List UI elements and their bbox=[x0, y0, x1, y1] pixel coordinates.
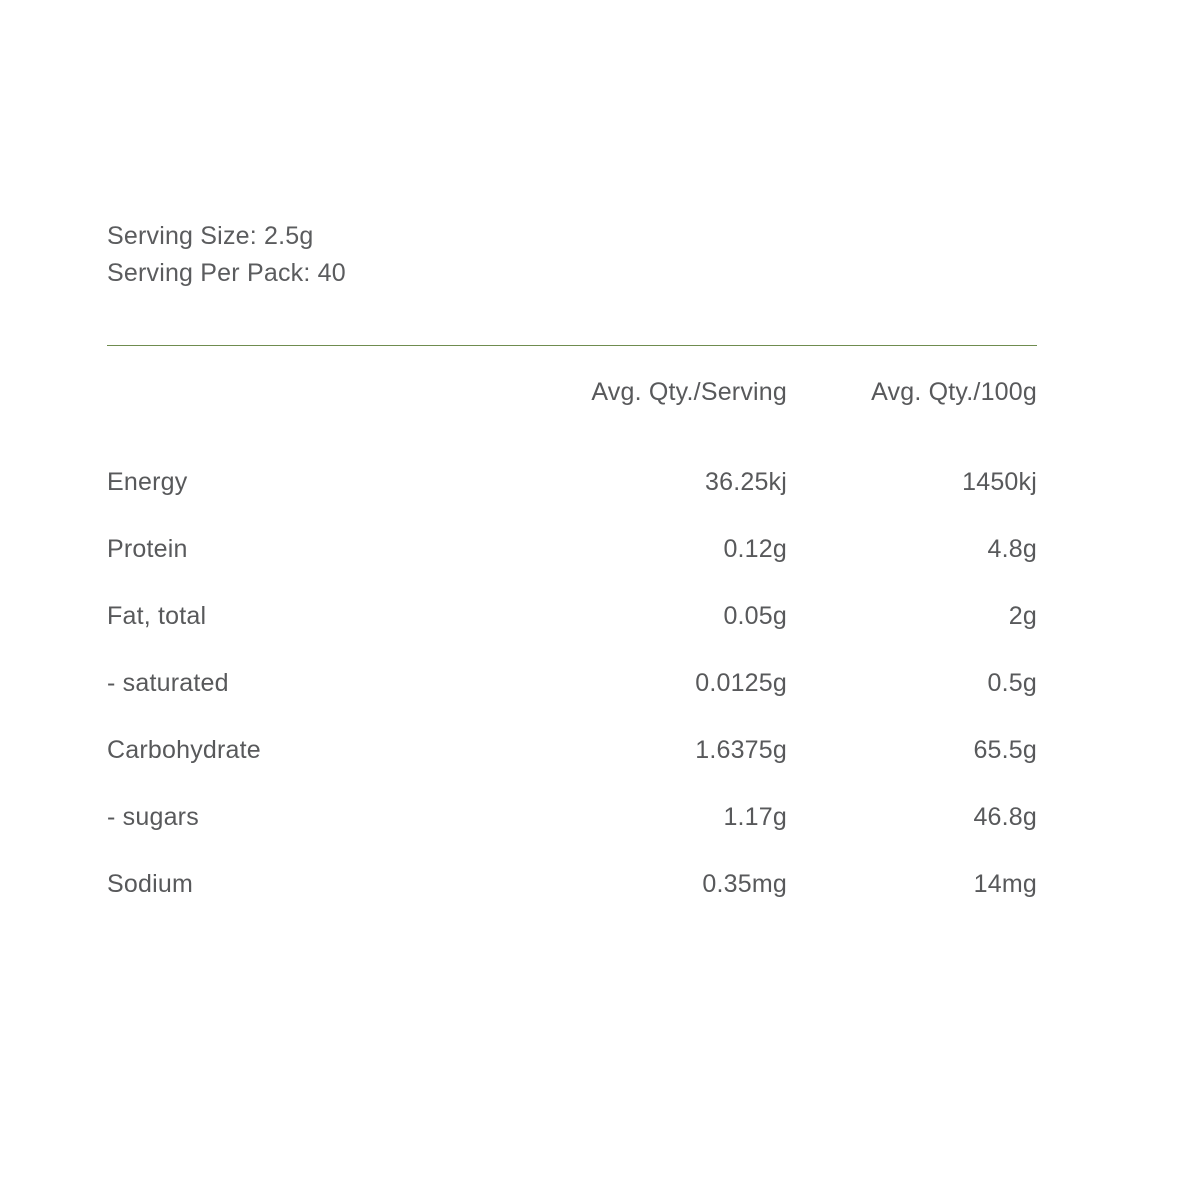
nutrition-table bbox=[107, 378, 1037, 918]
table-row bbox=[107, 717, 1037, 784]
column-header-per-100g: Avg. Qty./100g bbox=[871, 378, 1037, 406]
table-row bbox=[107, 516, 1037, 583]
row-value-per-serving: 1.6375g bbox=[695, 736, 787, 764]
column-header-per-serving: Avg. Qty./Serving bbox=[591, 378, 787, 406]
row-label: - saturated bbox=[107, 669, 229, 697]
table-row bbox=[107, 583, 1037, 650]
row-value-per-serving: 0.35mg bbox=[702, 870, 787, 898]
serving-information bbox=[107, 218, 346, 292]
row-label: Protein bbox=[107, 535, 188, 563]
row-value-per-100g: 2g bbox=[1008, 602, 1037, 630]
row-label: Sodium bbox=[107, 870, 193, 898]
table-row bbox=[107, 449, 1037, 516]
row-label: Fat, total bbox=[107, 602, 207, 630]
row-value-per-serving: 1.17g bbox=[723, 803, 787, 831]
table-row bbox=[107, 650, 1037, 717]
row-value-per-100g: 65.5g bbox=[973, 736, 1037, 764]
header-divider bbox=[107, 345, 1037, 346]
row-value-per-100g: 46.8g bbox=[973, 803, 1037, 831]
table-row bbox=[107, 784, 1037, 851]
table-header-row bbox=[107, 378, 1037, 449]
row-value-per-serving: 0.12g bbox=[723, 535, 787, 563]
serving-size-text: Serving Size: 2.5g bbox=[107, 222, 314, 250]
row-value-per-100g: 14mg bbox=[973, 870, 1037, 898]
serving-per-pack-text: Serving Per Pack: 40 bbox=[107, 259, 346, 287]
row-label: - sugars bbox=[107, 803, 199, 831]
row-value-per-100g: 4.8g bbox=[987, 535, 1037, 563]
row-label: Energy bbox=[107, 468, 188, 496]
row-value-per-100g: 0.5g bbox=[987, 669, 1037, 697]
row-value-per-100g: 1450kj bbox=[962, 468, 1037, 496]
nutrition-table-body bbox=[107, 449, 1037, 918]
row-value-per-serving: 0.0125g bbox=[695, 669, 787, 697]
table-row bbox=[107, 851, 1037, 918]
nutrition-table-header bbox=[107, 378, 1037, 449]
row-value-per-serving: 0.05g bbox=[723, 602, 787, 630]
row-label: Carbohydrate bbox=[107, 736, 261, 764]
row-value-per-serving: 36.25kj bbox=[704, 468, 787, 496]
column-header-nutrient bbox=[107, 378, 507, 449]
